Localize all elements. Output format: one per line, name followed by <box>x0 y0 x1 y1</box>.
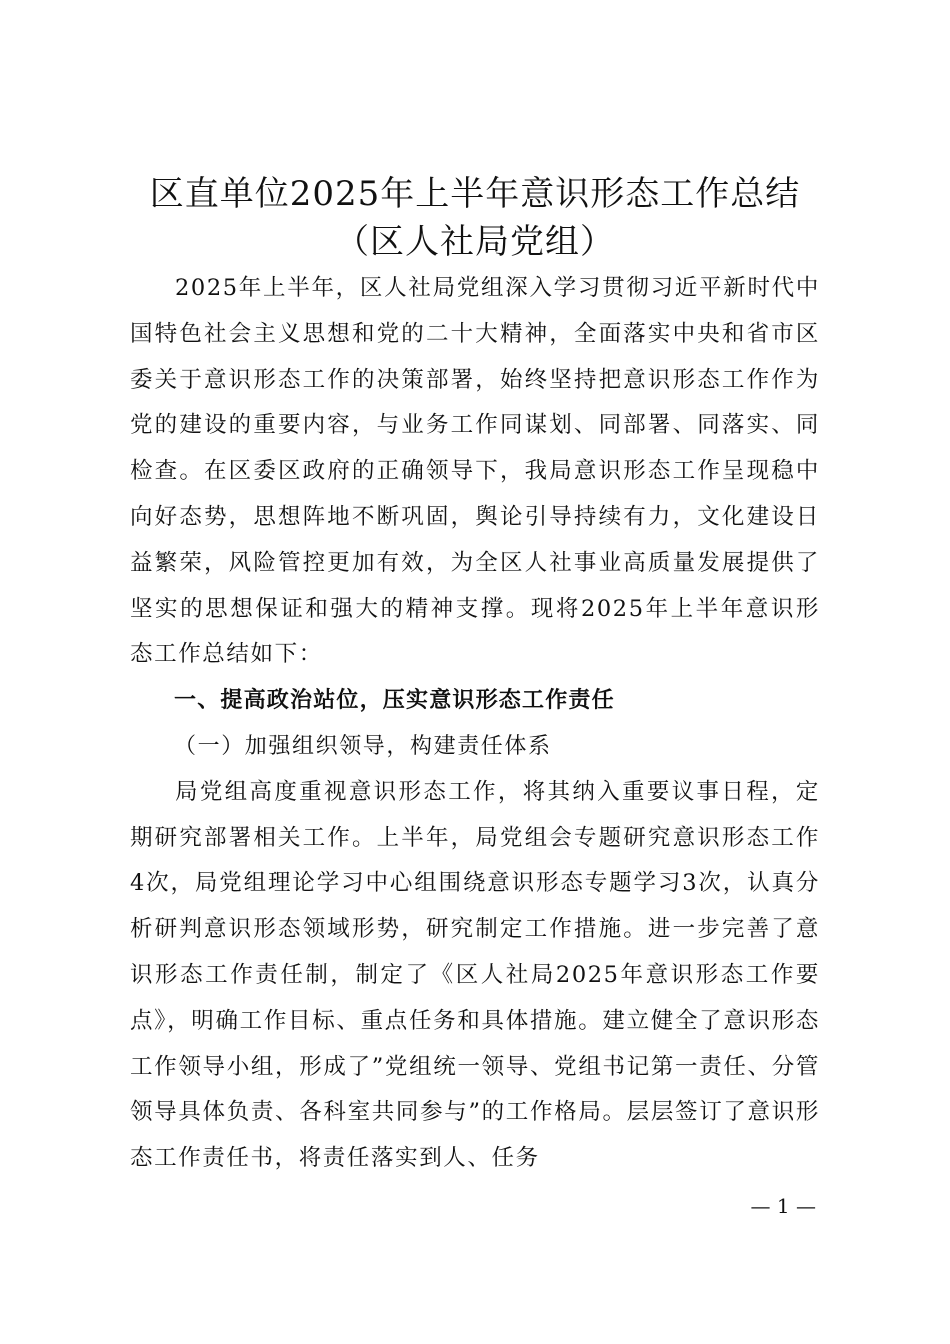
subsection-heading: （一）加强组织领导，构建责任体系 <box>174 733 552 759</box>
document-title: 区直单位2025年上半年意识形态工作总结 <box>149 174 801 214</box>
document-subtitle: （区人社局党组） <box>335 222 615 262</box>
document-body <box>130 266 820 1182</box>
body-paragraph: 局党组高度重视意识形态工作，将其纳入重要议事日程，定期研究部署相关工作。上半年，局党组会专题研究意识形态工作4次，局党组理论学习中心组围绕意识形态专题学习3次，认真分析研判意识形态领域形势，研究制定工作措施。进一步完善了意识形态工作责任制，制定了《区人社局2025年意识形态工作要点》，明确工作目标、重点任务和具体措施。建立健全了意识形态工作领导小组，形成了”党组统一领导、党组书记第一责任、分管领导具体负责、各科室共同参与”的工作格局。层层签订了意识形态工作责任书，将责任落实到人、任务 <box>130 778 820 1172</box>
page-number: — 1 — <box>750 1194 816 1218</box>
intro-paragraph: 2025年上半年，区人社局党组深入学习贯彻习近平新时代中国特色社会主义思想和党的二十大精神，全面落实中央和省市区委关于意识形态工作的决策部署，始终坚持把意识形态工作作为党的建设的重要内容，与业务工作同谋划、同部署、同落实、同检查。在区委区政府的正确领导下，我局意识形态工作呈现稳中向好态势，思想阵地不断巩固，舆论引导持续有力，文化建设日益繁荣，风险管控更加有效，为全区人社事业高质量发展提供了坚实的思想保证和强大的精神支撑。现将2025年上半年意识形态工作总结如下： <box>130 275 820 668</box>
section-heading: 一、提高政治站位，压实意识形态工作责任 <box>174 688 615 714</box>
